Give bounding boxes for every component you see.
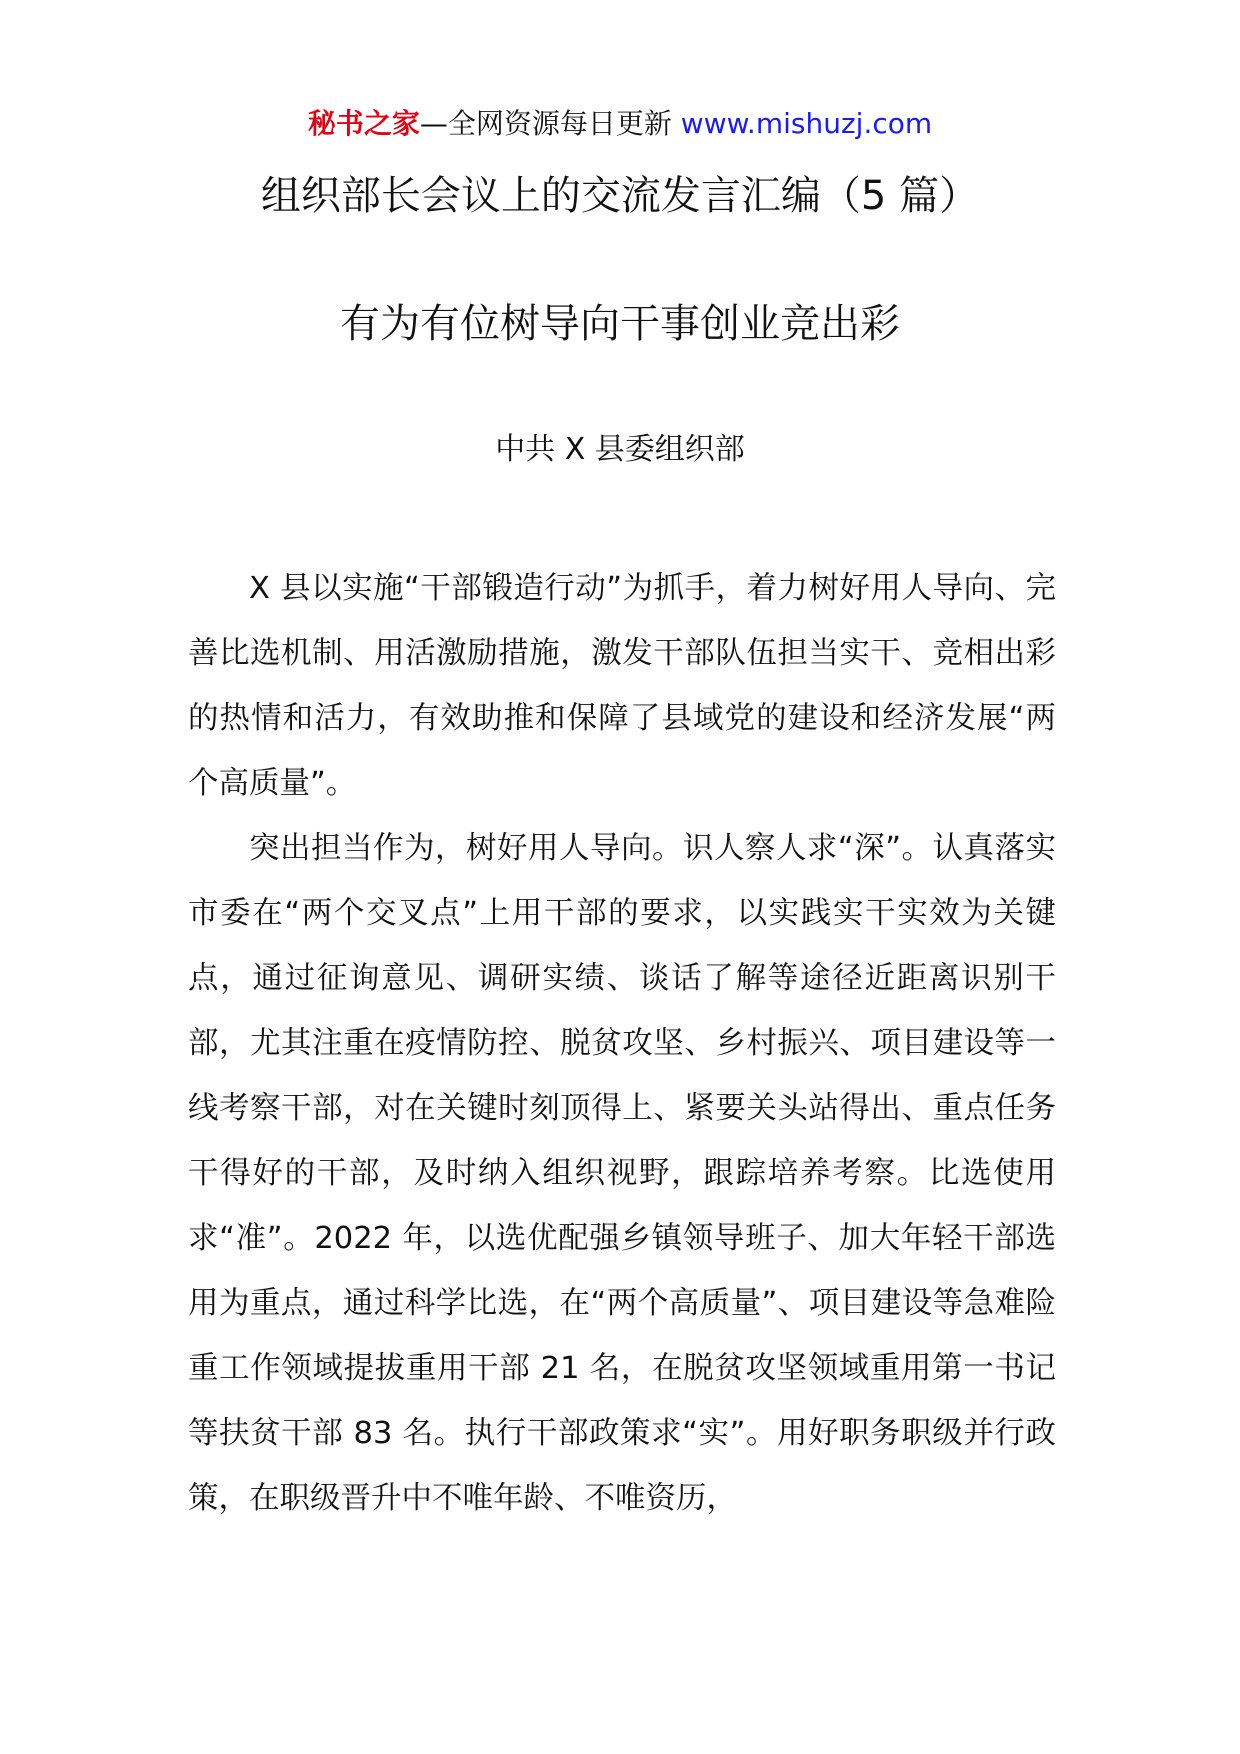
paragraph-main: 突出担当作为，树好用人导向。识人察人求“深”。认真落实市委在“两个交叉点”上用干部的要求，以实践实干实效为关键点，通过征询意见、调研实绩、谈话了解等途径近距离识别干部，尤其注重在疫情防控、脱贫攻坚、乡村振兴、项目建设等一线考察干部，对在关键时刻顶得上、紧要关头站得出、重点任务干得好的干部，及时纳入组织视野，跟踪培养考察。比选使用求“准”。2022 年，以选优配强乡镇领导班子、加大年轻干部选用为重点，通过科学比选，在“两个高质量”、项目建设等急难险重工作领域提拔重用干部 21 名，在脱贫攻坚领域重用第一书记等扶贫干部 83 名。执行干部政策求“实”。用好职务职级并行政策，在职级晋升中不唯年龄、不唯资历， (188, 831, 1056, 1516)
article-title: 有为有位树导向干事创业竞出彩 (340, 301, 900, 347)
article-body (188, 556, 1056, 1531)
site-url-link[interactable]: www.mishuzj.com (680, 107, 933, 140)
author-line: 中共 X 县委组织部 (495, 432, 745, 467)
paragraph-intro: X 县以实施“干部锻造行动”为抓手，着力树好用人导向、完善比选机制、用活激励措施，激发干部队伍担当实干、竞相出彩的热情和活力，有效助推和保障了县域党的建设和经济发展“两个高质量”。 (188, 571, 1056, 801)
document-title: 组织部长会议上的交流发言汇编（5 篇） (260, 173, 980, 219)
header-tagline: —全网资源每日更新 (419, 107, 672, 140)
brand-name: 秘书之家 (307, 107, 420, 140)
site-header (0, 104, 1240, 144)
